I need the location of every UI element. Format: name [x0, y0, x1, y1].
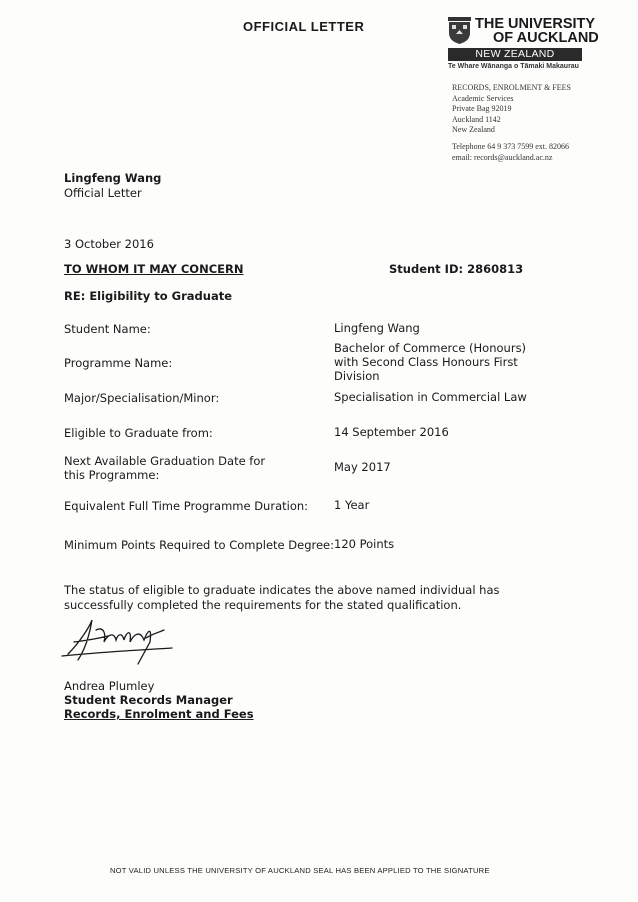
maori-name: Te Whare Wānanga o Tāmaki Makaurau [448, 63, 579, 70]
detail-label: Next Available Graduation Date for this Programme: [64, 454, 266, 482]
university-name-line1: THE UNIVERSITY [475, 16, 596, 32]
email: email: records@auckland.ac.nz [452, 153, 553, 162]
office-line: Auckland 1142 [452, 114, 501, 124]
eligibility-statement: The status of eligible to graduate indicates the above named individual has successfully completed the requirements for the stated qualification. [64, 583, 500, 612]
detail-value: 1 Year [334, 498, 370, 512]
signatory-department: Records, Enrolment and Fees [64, 707, 254, 721]
office-contact [452, 141, 569, 163]
detail-value: 120 Points [334, 537, 395, 551]
detail-label: Student Name: [64, 322, 151, 336]
salutation: TO WHOM IT MAY CONCERN [64, 262, 244, 276]
detail-value: Bachelor of Commerce (Honours) with Second Class Honours First Division [334, 341, 527, 383]
office-line: Academic Services [452, 93, 514, 103]
office-line: RECORDS, ENROLMENT & FEES [452, 83, 571, 92]
letter-title: OFFICIAL LETTER [243, 19, 365, 34]
detail-label: Programme Name: [64, 356, 173, 370]
handwritten-signature [60, 612, 180, 670]
signatory-name: Andrea Plumley [64, 679, 155, 693]
signatory-title: Student Records Manager [64, 693, 233, 707]
validity-footer: NOT VALID UNLESS THE UNIVERSITY OF AUCKLAND SEAL HAS BEEN APPLIED TO THE SIGNATURE [110, 866, 490, 875]
detail-value: Specialisation in Commercial Law [334, 390, 527, 404]
detail-label: Equivalent Full Time Programme Duration: [64, 499, 309, 513]
recipient-subtitle: Official Letter [64, 186, 142, 200]
detail-label: Minimum Points Required to Complete Degree: [64, 538, 334, 552]
re-line: RE: Eligibility to Graduate [64, 289, 233, 303]
detail-value: Lingfeng Wang [334, 321, 420, 335]
office-line: Private Bag 92019 [452, 104, 512, 113]
telephone: Telephone 64 9 373 7599 ext. 82066 [452, 142, 569, 151]
office-address [452, 83, 571, 136]
student-id: Student ID: 2860813 [389, 262, 524, 276]
country-banner: NEW ZEALAND [448, 48, 582, 61]
letter-date: 3 October 2016 [64, 237, 154, 251]
detail-value: May 2017 [334, 460, 391, 474]
detail-value: 14 September 2016 [334, 425, 449, 439]
detail-label: Major/Specialisation/Minor: [64, 391, 220, 405]
office-line: New Zealand [452, 125, 495, 134]
university-name-line2: OF AUCKLAND [493, 30, 599, 46]
recipient-name: Lingfeng Wang [64, 171, 162, 185]
detail-label: Eligible to Graduate from: [64, 426, 213, 440]
university-crest-icon [448, 17, 471, 44]
